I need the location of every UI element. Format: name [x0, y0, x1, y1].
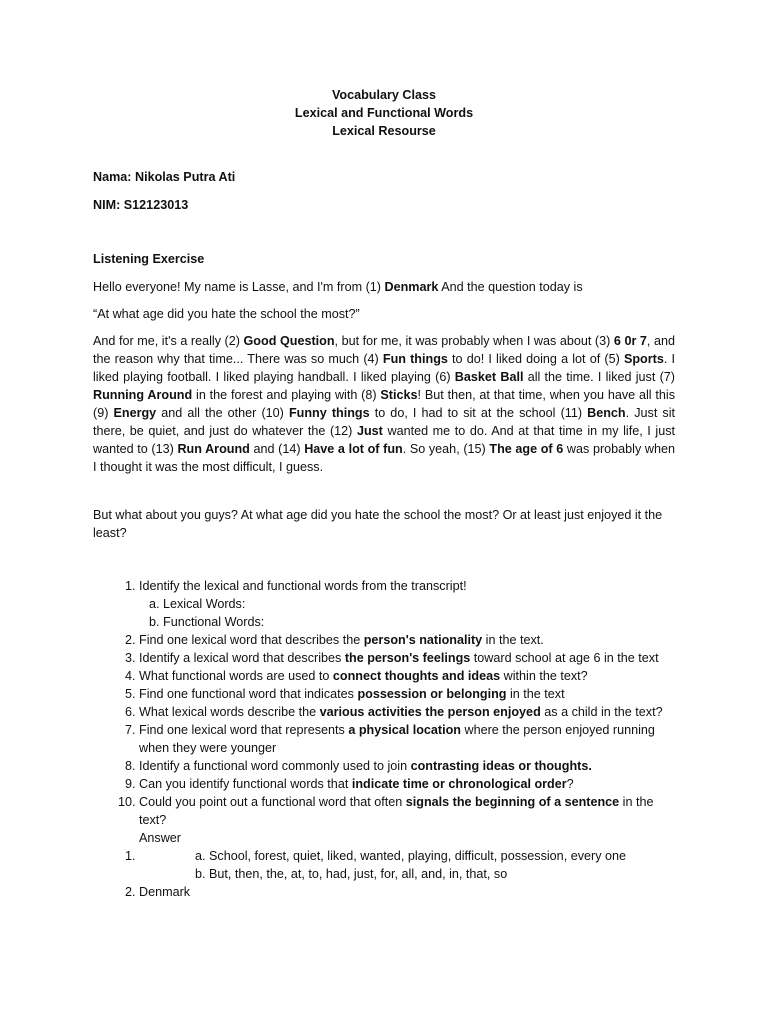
- question-item-2: [139, 631, 675, 649]
- question-2-text-2: in the text.: [482, 633, 544, 647]
- transcript-bold-11: Running Around: [93, 388, 193, 402]
- question-10-text-0: Could you point out a functional word that often: [139, 795, 406, 809]
- intro-paragraph: [93, 278, 675, 296]
- question-item-6: [139, 703, 675, 721]
- transcript-bold-1: Good Question: [243, 334, 335, 348]
- transcript-bold-19: Bench: [587, 406, 626, 420]
- answer-1-sublist: [139, 847, 675, 883]
- question-9-text-0: Can you identify functional words that: [139, 777, 352, 791]
- question-3-text-2: toward school at age 6 in the text: [470, 651, 659, 665]
- closing-paragraph: But what about you guys? At what age did you hate the school the most? Or at least just enjoyed it the least?: [93, 508, 663, 540]
- answers-list: [93, 847, 675, 901]
- transcript-bold-27: The age of 6: [489, 442, 564, 456]
- question-1-subitem-2: b. Functional Words:: [163, 613, 675, 631]
- transcript-text-14: ! But then, at that time, when you have all this (9): [93, 388, 675, 420]
- transcript-bold-9: Basket Ball: [454, 370, 524, 384]
- answer-1-subitem-2: b. But, then, the, at, to, had, just, for, all, and, in, that, so: [209, 865, 675, 883]
- question-item-8: [139, 757, 675, 775]
- transcript-bold-15: Energy: [113, 406, 157, 420]
- transcript-bold-23: Run Around: [177, 442, 250, 456]
- question-item-7: [139, 721, 675, 757]
- transcript-text-16: and all the other (10): [156, 406, 289, 420]
- question-1-sublist: [139, 595, 675, 631]
- transcript-bold-3: 6 0r 7: [613, 334, 647, 348]
- question-4-text-2: within the text?: [500, 669, 588, 683]
- transcript-text-24: and (14): [249, 442, 305, 456]
- question-7-text-0: Find one lexical word that represents: [139, 723, 349, 737]
- question-7-bold-1: a physical location: [348, 723, 461, 737]
- question-item-1: [139, 577, 675, 631]
- transcript-paragraph: [93, 332, 675, 476]
- transcript-bold-17: Funny things: [288, 406, 370, 420]
- question-3-text-0: Identify a lexical word that describes: [139, 651, 345, 665]
- transcript-text-22: wanted me to do. And at that time in my life, I just wanted to (13): [93, 424, 675, 456]
- question-10-bold-1: signals the beginning of a sentence: [405, 795, 620, 809]
- answer-label: Answer: [139, 831, 181, 845]
- intro-text-1: Hello everyone! My name is Lasse, and I'm from (1): [93, 280, 385, 294]
- intro-answer-1: Denmark: [384, 280, 439, 294]
- transcript-text-20: . Just sit there, be quiet, and just do whatever the (12): [93, 406, 676, 438]
- transcript-text-28: was probably when I thought it was the most difficult, I guess.: [93, 442, 676, 474]
- transcript-text-4: , and the reason why that time... There was so much (4): [93, 334, 675, 366]
- transcript-bold-25: Have a lot of fun: [304, 442, 403, 456]
- question-2-text-0: Find one lexical word that describes the: [139, 633, 364, 647]
- answer-item-1: [139, 847, 675, 883]
- header-line-1: Vocabulary Class: [331, 88, 437, 102]
- transcript-bold-13: Sticks: [380, 388, 418, 402]
- transcript-text-18: to do, I had to sit at the school (11): [369, 406, 588, 420]
- question-item-5: [139, 685, 675, 703]
- question-2-bold-1: person's nationality: [363, 633, 483, 647]
- question-item-9: [139, 775, 675, 793]
- question-10-text-2: in the text?: [139, 795, 654, 827]
- question-5-bold-1: possession or belonging: [357, 687, 507, 701]
- answer-item-2: 2. Denmark: [139, 883, 675, 901]
- transcript-bold-5: Fun things: [382, 352, 448, 366]
- question-7-text-2: where the person enjoyed running when they were younger: [139, 723, 655, 755]
- transcript-text-12: in the forest and playing with (8): [192, 388, 381, 402]
- question-1-text-0: Identify the lexical and functional words from the transcript!: [139, 579, 467, 593]
- question-4-text-0: What functional words are used to: [139, 669, 333, 683]
- question-9-text-2: ?: [566, 777, 574, 791]
- header-line-3: Lexical Resourse: [332, 124, 436, 138]
- student-name: Nama: Nikolas Putra Ati: [93, 170, 236, 184]
- transcript-text-8: . I liked playing football. I liked playing handball. I liked playing (6): [93, 352, 675, 384]
- question-5-text-2: in the text: [506, 687, 565, 701]
- question-4-bold-1: connect thoughts and ideas: [332, 669, 501, 683]
- transcript-text-6: to do! I liked doing a lot of (5): [447, 352, 624, 366]
- question-6-text-2: as a child in the text?: [540, 705, 663, 719]
- intro-text-2: And the question today is: [438, 280, 583, 294]
- questions-list: [93, 577, 675, 847]
- question-8-text-0: Identify a functional word commonly used to join: [139, 759, 411, 773]
- transcript-text-10: all the time. I liked just (7): [523, 370, 675, 384]
- question-6-text-0: What lexical words describe the: [139, 705, 320, 719]
- student-nim: NIM: S12123013: [93, 198, 189, 212]
- question-line: “At what age did you hate the school the most?”: [93, 307, 360, 321]
- transcript-text-0: And for me, it's a really (2): [93, 334, 244, 348]
- question-9-bold-1: indicate time or chronological order: [351, 777, 567, 791]
- document-content: [93, 86, 675, 901]
- question-6-bold-1: various activities the person enjoyed: [319, 705, 541, 719]
- transcript-bold-21: Just: [356, 424, 383, 438]
- answer-1-subitem-1: a. 1. School, forest, quiet, liked, wanted, playing, difficult, possession, every one: [209, 847, 675, 865]
- question-1-subitem-1: a. Lexical Words:: [163, 595, 675, 613]
- question-item-3: [139, 649, 675, 667]
- transcript-text-2: , but for me, it was probably when I was about (3): [334, 334, 614, 348]
- question-8-bold-1: contrasting ideas or thoughts.: [410, 759, 592, 773]
- question-item-10: [139, 793, 675, 847]
- transcript-text-26: . So yeah, (15): [402, 442, 490, 456]
- question-3-bold-1: the person's feelings: [344, 651, 471, 665]
- question-5-text-0: Find one functional word that indicates: [139, 687, 358, 701]
- question-item-4: [139, 667, 675, 685]
- section-title: Listening Exercise: [93, 252, 205, 266]
- header-line-2: Lexical and Functional Words: [294, 106, 474, 120]
- transcript-bold-7: Sports: [623, 352, 664, 366]
